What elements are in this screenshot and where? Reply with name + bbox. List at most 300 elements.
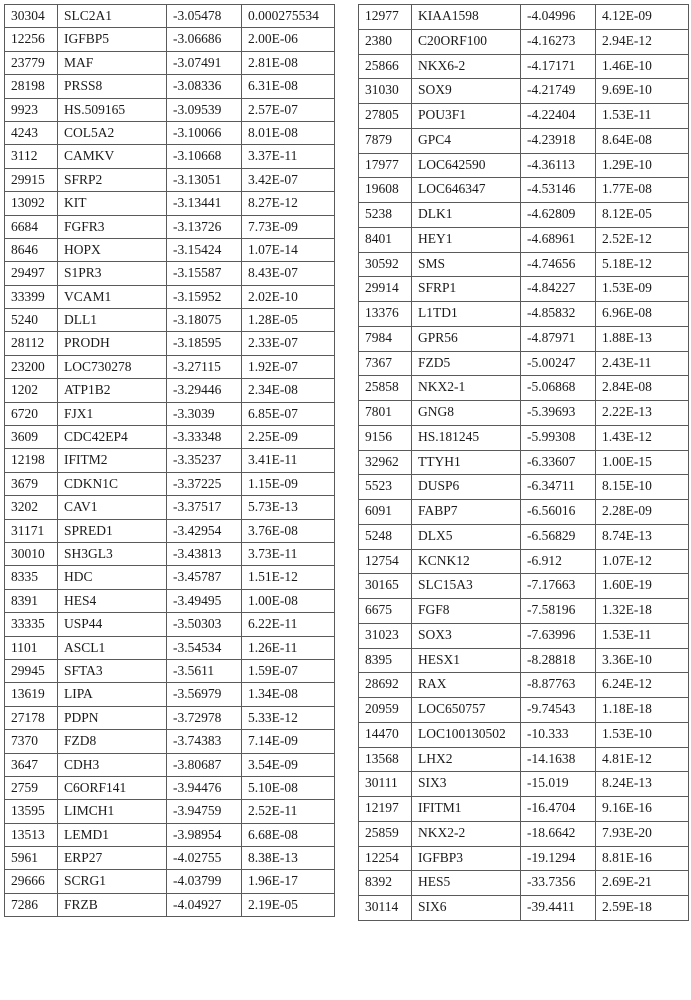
cell-gene: LIMCH1 bbox=[58, 800, 167, 823]
cell-id: 3112 bbox=[5, 145, 58, 168]
cell-id: 30304 bbox=[5, 5, 58, 28]
table-row bbox=[5, 192, 335, 215]
table-row bbox=[5, 542, 335, 565]
cell-fold-change: -4.23918 bbox=[521, 128, 596, 153]
cell-gene: LOC646347 bbox=[412, 178, 521, 203]
cell-gene: GPR56 bbox=[412, 326, 521, 351]
cell-p-value: 1.59E-07 bbox=[242, 659, 335, 682]
cell-p-value: 4.81E-12 bbox=[596, 747, 689, 772]
cell-gene: LHX2 bbox=[412, 747, 521, 772]
cell-gene: PRODH bbox=[58, 332, 167, 355]
cell-p-value: 2.94E-12 bbox=[596, 29, 689, 54]
cell-p-value: 2.00E-06 bbox=[242, 28, 335, 51]
cell-p-value: 2.28E-09 bbox=[596, 500, 689, 525]
cell-p-value: 2.59E-18 bbox=[596, 896, 689, 921]
table-row bbox=[359, 153, 689, 178]
cell-gene: SMS bbox=[412, 252, 521, 277]
cell-id: 3679 bbox=[5, 472, 58, 495]
cell-fold-change: -4.84227 bbox=[521, 277, 596, 302]
cell-gene: SCRG1 bbox=[58, 870, 167, 893]
cell-p-value: 6.85E-07 bbox=[242, 402, 335, 425]
cell-fold-change: -7.58196 bbox=[521, 599, 596, 624]
cell-id: 1101 bbox=[5, 636, 58, 659]
table-row bbox=[5, 683, 335, 706]
cell-id: 20959 bbox=[359, 698, 412, 723]
cell-id: 29945 bbox=[5, 659, 58, 682]
cell-fold-change: -3.18595 bbox=[167, 332, 242, 355]
cell-gene: USP44 bbox=[58, 613, 167, 636]
cell-gene: NKX2-2 bbox=[412, 821, 521, 846]
table-row bbox=[5, 659, 335, 682]
cell-p-value: 8.15E-10 bbox=[596, 475, 689, 500]
cell-p-value: 6.31E-08 bbox=[242, 75, 335, 98]
table-row bbox=[5, 238, 335, 261]
cell-fold-change: -5.39693 bbox=[521, 401, 596, 426]
cell-id: 6684 bbox=[5, 215, 58, 238]
cell-gene: HOPX bbox=[58, 238, 167, 261]
cell-gene: VCAM1 bbox=[58, 285, 167, 308]
table-row bbox=[5, 28, 335, 51]
cell-gene: SOX9 bbox=[412, 79, 521, 104]
table-row bbox=[359, 623, 689, 648]
cell-fold-change: -7.17663 bbox=[521, 574, 596, 599]
table-row bbox=[5, 121, 335, 144]
cell-id: 3202 bbox=[5, 496, 58, 519]
cell-p-value: 4.12E-09 bbox=[596, 5, 689, 30]
table-row bbox=[359, 747, 689, 772]
cell-fold-change: -19.1294 bbox=[521, 846, 596, 871]
cell-gene: SFRP2 bbox=[58, 168, 167, 191]
table-row bbox=[5, 215, 335, 238]
cell-gene: SFTA3 bbox=[58, 659, 167, 682]
cell-id: 33335 bbox=[5, 613, 58, 636]
cell-p-value: 1.53E-11 bbox=[596, 104, 689, 129]
table-row bbox=[359, 29, 689, 54]
cell-fold-change: -3.49495 bbox=[167, 589, 242, 612]
cell-id: 13568 bbox=[359, 747, 412, 772]
cell-id: 3609 bbox=[5, 426, 58, 449]
cell-gene: DUSP6 bbox=[412, 475, 521, 500]
cell-fold-change: -3.43813 bbox=[167, 542, 242, 565]
cell-id: 12754 bbox=[359, 549, 412, 574]
cell-gene: L1TD1 bbox=[412, 302, 521, 327]
table-row bbox=[5, 75, 335, 98]
cell-id: 13619 bbox=[5, 683, 58, 706]
table-row bbox=[5, 449, 335, 472]
cell-p-value: 3.42E-07 bbox=[242, 168, 335, 191]
cell-fold-change: -3.72978 bbox=[167, 706, 242, 729]
table-row bbox=[359, 896, 689, 921]
table-row bbox=[5, 426, 335, 449]
cell-fold-change: -6.56829 bbox=[521, 524, 596, 549]
cell-fold-change: -4.04927 bbox=[167, 893, 242, 916]
cell-fold-change: -3.09539 bbox=[167, 98, 242, 121]
table-row bbox=[5, 332, 335, 355]
table-row bbox=[5, 636, 335, 659]
cell-p-value: 8.27E-12 bbox=[242, 192, 335, 215]
cell-p-value: 1.53E-11 bbox=[596, 623, 689, 648]
cell-fold-change: -6.912 bbox=[521, 549, 596, 574]
table-body-left bbox=[5, 5, 335, 917]
table-row bbox=[5, 51, 335, 74]
cell-fold-change: -4.36113 bbox=[521, 153, 596, 178]
cell-fold-change: -4.02755 bbox=[167, 847, 242, 870]
cell-fold-change: -3.07491 bbox=[167, 51, 242, 74]
table-row bbox=[5, 98, 335, 121]
cell-id: 19608 bbox=[359, 178, 412, 203]
cell-id: 28198 bbox=[5, 75, 58, 98]
table-row bbox=[5, 285, 335, 308]
cell-gene: HEY1 bbox=[412, 227, 521, 252]
table-row bbox=[359, 797, 689, 822]
cell-fold-change: -18.6642 bbox=[521, 821, 596, 846]
cell-fold-change: -4.22404 bbox=[521, 104, 596, 129]
cell-p-value: 8.01E-08 bbox=[242, 121, 335, 144]
cell-p-value: 2.81E-08 bbox=[242, 51, 335, 74]
table-row bbox=[359, 524, 689, 549]
cell-id: 12977 bbox=[359, 5, 412, 30]
cell-fold-change: -3.94759 bbox=[167, 800, 242, 823]
cell-fold-change: -6.34711 bbox=[521, 475, 596, 500]
cell-gene: HES4 bbox=[58, 589, 167, 612]
cell-p-value: 1.29E-10 bbox=[596, 153, 689, 178]
table-row bbox=[5, 402, 335, 425]
cell-p-value: 1.88E-13 bbox=[596, 326, 689, 351]
table-row bbox=[359, 698, 689, 723]
cell-p-value: 2.22E-13 bbox=[596, 401, 689, 426]
cell-fold-change: -4.03799 bbox=[167, 870, 242, 893]
cell-fold-change: -3.29446 bbox=[167, 379, 242, 402]
cell-id: 30592 bbox=[359, 252, 412, 277]
cell-id: 27178 bbox=[5, 706, 58, 729]
cell-fold-change: -3.15587 bbox=[167, 262, 242, 285]
cell-p-value: 2.02E-10 bbox=[242, 285, 335, 308]
cell-id: 6720 bbox=[5, 402, 58, 425]
cell-gene: IGFBP3 bbox=[412, 846, 521, 871]
cell-p-value: 5.33E-12 bbox=[242, 706, 335, 729]
cell-gene: LOC642590 bbox=[412, 153, 521, 178]
cell-gene: DLK1 bbox=[412, 203, 521, 228]
cell-id: 5238 bbox=[359, 203, 412, 228]
cell-p-value: 1.77E-08 bbox=[596, 178, 689, 203]
cell-p-value: 5.73E-13 bbox=[242, 496, 335, 519]
cell-fold-change: -39.4411 bbox=[521, 896, 596, 921]
table-row bbox=[359, 673, 689, 698]
cell-id: 9923 bbox=[5, 98, 58, 121]
table-row bbox=[359, 252, 689, 277]
cell-gene: SOX3 bbox=[412, 623, 521, 648]
cell-gene: CAV1 bbox=[58, 496, 167, 519]
cell-gene: COL5A2 bbox=[58, 121, 167, 144]
cell-id: 5248 bbox=[359, 524, 412, 549]
cell-id: 4243 bbox=[5, 121, 58, 144]
cell-p-value: 1.32E-18 bbox=[596, 599, 689, 624]
cell-id: 2759 bbox=[5, 776, 58, 799]
cell-gene: FZD5 bbox=[412, 351, 521, 376]
cell-id: 6675 bbox=[359, 599, 412, 624]
table-row bbox=[5, 519, 335, 542]
cell-gene: LOC730278 bbox=[58, 355, 167, 378]
cell-gene: FGF8 bbox=[412, 599, 521, 624]
cell-id: 9156 bbox=[359, 425, 412, 450]
table-row bbox=[359, 227, 689, 252]
cell-id: 30111 bbox=[359, 772, 412, 797]
cell-p-value: 2.69E-21 bbox=[596, 871, 689, 896]
cell-id: 13595 bbox=[5, 800, 58, 823]
cell-p-value: 2.52E-12 bbox=[596, 227, 689, 252]
table-row bbox=[359, 79, 689, 104]
cell-p-value: 2.52E-11 bbox=[242, 800, 335, 823]
cell-p-value: 6.24E-12 bbox=[596, 673, 689, 698]
cell-p-value: 9.69E-10 bbox=[596, 79, 689, 104]
cell-gene: SH3GL3 bbox=[58, 542, 167, 565]
cell-p-value: 1.53E-10 bbox=[596, 722, 689, 747]
cell-gene: CDH3 bbox=[58, 753, 167, 776]
cell-fold-change: -3.27115 bbox=[167, 355, 242, 378]
cell-p-value: 1.28E-05 bbox=[242, 309, 335, 332]
cell-p-value: 2.57E-07 bbox=[242, 98, 335, 121]
table-row bbox=[359, 648, 689, 673]
cell-gene: ASCL1 bbox=[58, 636, 167, 659]
cell-fold-change: -3.13726 bbox=[167, 215, 242, 238]
cell-id: 5523 bbox=[359, 475, 412, 500]
cell-id: 7370 bbox=[5, 730, 58, 753]
table-row bbox=[5, 706, 335, 729]
cell-id: 25866 bbox=[359, 54, 412, 79]
cell-gene: FABP7 bbox=[412, 500, 521, 525]
cell-fold-change: -3.54534 bbox=[167, 636, 242, 659]
table-body-right bbox=[359, 5, 689, 921]
cell-id: 7879 bbox=[359, 128, 412, 153]
table-row bbox=[359, 821, 689, 846]
cell-p-value: 1.51E-12 bbox=[242, 566, 335, 589]
cell-id: 1202 bbox=[5, 379, 58, 402]
cell-fold-change: -4.87971 bbox=[521, 326, 596, 351]
cell-gene: PRSS8 bbox=[58, 75, 167, 98]
cell-id: 7801 bbox=[359, 401, 412, 426]
cell-id: 3647 bbox=[5, 753, 58, 776]
cell-gene: IGFBP5 bbox=[58, 28, 167, 51]
table-row bbox=[5, 566, 335, 589]
cell-p-value: 8.12E-05 bbox=[596, 203, 689, 228]
cell-p-value: 1.34E-08 bbox=[242, 683, 335, 706]
cell-gene: SIX3 bbox=[412, 772, 521, 797]
table-row bbox=[359, 104, 689, 129]
cell-id: 14470 bbox=[359, 722, 412, 747]
cell-fold-change: -3.42954 bbox=[167, 519, 242, 542]
table-row bbox=[359, 574, 689, 599]
cell-gene: CDC42EP4 bbox=[58, 426, 167, 449]
table-row bbox=[5, 847, 335, 870]
gene-table-left bbox=[4, 4, 335, 917]
cell-p-value: 3.37E-11 bbox=[242, 145, 335, 168]
cell-fold-change: -3.13441 bbox=[167, 192, 242, 215]
cell-gene: FJX1 bbox=[58, 402, 167, 425]
table-row bbox=[359, 549, 689, 574]
cell-p-value: 2.84E-08 bbox=[596, 376, 689, 401]
table-row bbox=[5, 379, 335, 402]
cell-fold-change: -3.45787 bbox=[167, 566, 242, 589]
cell-fold-change: -3.08336 bbox=[167, 75, 242, 98]
table-row bbox=[5, 496, 335, 519]
cell-id: 12256 bbox=[5, 28, 58, 51]
cell-p-value: 6.68E-08 bbox=[242, 823, 335, 846]
cell-id: 8646 bbox=[5, 238, 58, 261]
cell-p-value: 3.76E-08 bbox=[242, 519, 335, 542]
cell-fold-change: -3.5611 bbox=[167, 659, 242, 682]
cell-gene: HESX1 bbox=[412, 648, 521, 673]
cell-gene: SLC15A3 bbox=[412, 574, 521, 599]
cell-id: 23779 bbox=[5, 51, 58, 74]
cell-fold-change: -16.4704 bbox=[521, 797, 596, 822]
cell-p-value: 6.22E-11 bbox=[242, 613, 335, 636]
table-row bbox=[5, 776, 335, 799]
cell-p-value: 1.15E-09 bbox=[242, 472, 335, 495]
cell-id: 29914 bbox=[359, 277, 412, 302]
cell-id: 32962 bbox=[359, 450, 412, 475]
table-row bbox=[359, 475, 689, 500]
cell-id: 17977 bbox=[359, 153, 412, 178]
cell-p-value: 1.00E-08 bbox=[242, 589, 335, 612]
cell-id: 29497 bbox=[5, 262, 58, 285]
gene-table-right bbox=[358, 4, 689, 921]
cell-id: 13513 bbox=[5, 823, 58, 846]
cell-id: 12254 bbox=[359, 846, 412, 871]
cell-id: 8395 bbox=[359, 648, 412, 673]
cell-p-value: 1.53E-09 bbox=[596, 277, 689, 302]
cell-id: 13376 bbox=[359, 302, 412, 327]
cell-gene: HS.181245 bbox=[412, 425, 521, 450]
cell-gene: IFITM1 bbox=[412, 797, 521, 822]
table-row bbox=[359, 846, 689, 871]
cell-p-value: 8.24E-13 bbox=[596, 772, 689, 797]
cell-fold-change: -3.56979 bbox=[167, 683, 242, 706]
cell-p-value: 2.34E-08 bbox=[242, 379, 335, 402]
cell-id: 12198 bbox=[5, 449, 58, 472]
cell-fold-change: -3.37225 bbox=[167, 472, 242, 495]
cell-fold-change: -3.10668 bbox=[167, 145, 242, 168]
cell-p-value: 7.93E-20 bbox=[596, 821, 689, 846]
cell-fold-change: -3.37517 bbox=[167, 496, 242, 519]
cell-p-value: 9.16E-16 bbox=[596, 797, 689, 822]
cell-fold-change: -3.33348 bbox=[167, 426, 242, 449]
cell-gene: FGFR3 bbox=[58, 215, 167, 238]
cell-fold-change: -15.019 bbox=[521, 772, 596, 797]
cell-id: 30114 bbox=[359, 896, 412, 921]
cell-gene: SLC2A1 bbox=[58, 5, 167, 28]
cell-p-value: 3.73E-11 bbox=[242, 542, 335, 565]
table-row bbox=[359, 54, 689, 79]
table-row bbox=[359, 376, 689, 401]
table-row bbox=[359, 722, 689, 747]
table-row bbox=[359, 599, 689, 624]
table-row bbox=[359, 871, 689, 896]
cell-id: 31171 bbox=[5, 519, 58, 542]
cell-gene: CAMKV bbox=[58, 145, 167, 168]
table-row bbox=[359, 500, 689, 525]
table-row bbox=[359, 351, 689, 376]
cell-gene: TTYH1 bbox=[412, 450, 521, 475]
cell-fold-change: -4.53146 bbox=[521, 178, 596, 203]
cell-gene: LIPA bbox=[58, 683, 167, 706]
cell-id: 13092 bbox=[5, 192, 58, 215]
cell-fold-change: -3.18075 bbox=[167, 309, 242, 332]
cell-gene: HES5 bbox=[412, 871, 521, 896]
cell-gene: LEMD1 bbox=[58, 823, 167, 846]
cell-fold-change: -3.80687 bbox=[167, 753, 242, 776]
cell-fold-change: -6.33607 bbox=[521, 450, 596, 475]
cell-p-value: 6.96E-08 bbox=[596, 302, 689, 327]
cell-fold-change: -33.7356 bbox=[521, 871, 596, 896]
cell-fold-change: -3.06686 bbox=[167, 28, 242, 51]
cell-fold-change: -10.333 bbox=[521, 722, 596, 747]
cell-id: 30165 bbox=[359, 574, 412, 599]
cell-gene: SIX6 bbox=[412, 896, 521, 921]
cell-fold-change: -4.68961 bbox=[521, 227, 596, 252]
cell-fold-change: -3.05478 bbox=[167, 5, 242, 28]
table-row bbox=[5, 309, 335, 332]
cell-id: 25858 bbox=[359, 376, 412, 401]
cell-p-value: 5.10E-08 bbox=[242, 776, 335, 799]
cell-p-value: 8.81E-16 bbox=[596, 846, 689, 871]
cell-id: 5240 bbox=[5, 309, 58, 332]
cell-p-value: 8.74E-13 bbox=[596, 524, 689, 549]
table-row bbox=[359, 178, 689, 203]
cell-id: 23200 bbox=[5, 355, 58, 378]
cell-id: 8335 bbox=[5, 566, 58, 589]
cell-p-value: 1.46E-10 bbox=[596, 54, 689, 79]
cell-gene: NKX2-1 bbox=[412, 376, 521, 401]
table-row bbox=[359, 326, 689, 351]
cell-gene: SFRP1 bbox=[412, 277, 521, 302]
cell-p-value: 7.73E-09 bbox=[242, 215, 335, 238]
table-row bbox=[5, 472, 335, 495]
cell-fold-change: -5.06868 bbox=[521, 376, 596, 401]
cell-p-value: 1.60E-19 bbox=[596, 574, 689, 599]
table-row bbox=[5, 5, 335, 28]
cell-gene: ERP27 bbox=[58, 847, 167, 870]
cell-id: 7367 bbox=[359, 351, 412, 376]
cell-p-value: 2.43E-11 bbox=[596, 351, 689, 376]
cell-gene: C20ORF100 bbox=[412, 29, 521, 54]
cell-fold-change: -3.3039 bbox=[167, 402, 242, 425]
table-row bbox=[5, 823, 335, 846]
cell-gene: GPC4 bbox=[412, 128, 521, 153]
cell-p-value: 5.18E-12 bbox=[596, 252, 689, 277]
cell-p-value: 1.92E-07 bbox=[242, 355, 335, 378]
cell-gene: DLL1 bbox=[58, 309, 167, 332]
cell-fold-change: -4.04996 bbox=[521, 5, 596, 30]
cell-fold-change: -4.16273 bbox=[521, 29, 596, 54]
cell-id: 28692 bbox=[359, 673, 412, 698]
table-row bbox=[359, 450, 689, 475]
cell-gene: MAF bbox=[58, 51, 167, 74]
cell-fold-change: -7.63996 bbox=[521, 623, 596, 648]
table-row bbox=[5, 613, 335, 636]
cell-fold-change: -5.99308 bbox=[521, 425, 596, 450]
cell-gene: ATP1B2 bbox=[58, 379, 167, 402]
cell-gene: NKX6-2 bbox=[412, 54, 521, 79]
cell-p-value: 3.41E-11 bbox=[242, 449, 335, 472]
cell-p-value: 8.38E-13 bbox=[242, 847, 335, 870]
table-row bbox=[5, 589, 335, 612]
table-row bbox=[5, 893, 335, 916]
table-row bbox=[359, 203, 689, 228]
cell-p-value: 1.26E-11 bbox=[242, 636, 335, 659]
table-row bbox=[5, 870, 335, 893]
cell-id: 25859 bbox=[359, 821, 412, 846]
cell-gene: POU3F1 bbox=[412, 104, 521, 129]
